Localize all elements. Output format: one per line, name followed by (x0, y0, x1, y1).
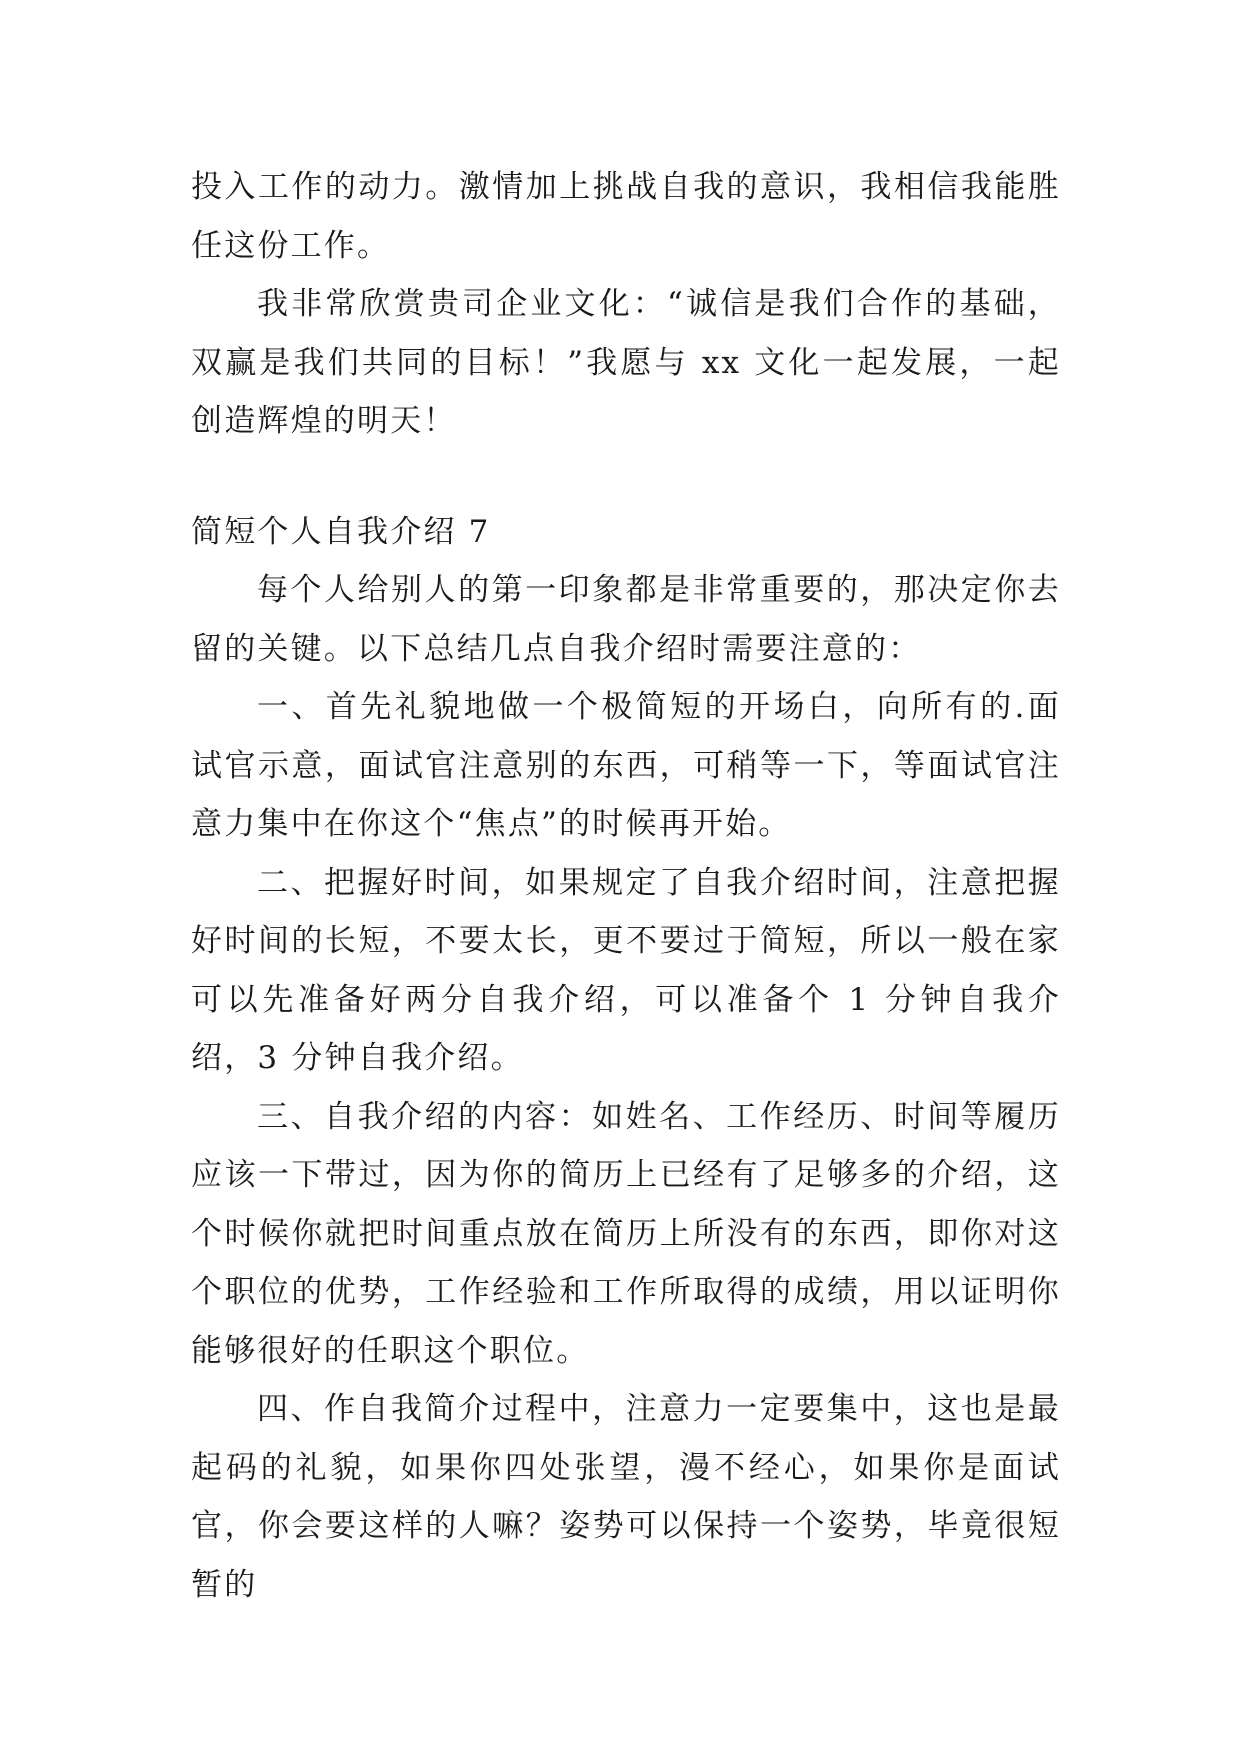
paragraph-point-three: 三、自我介绍的内容：如姓名、工作经历、时间等履历应该一下带过，因为你的简历上已经有了足够多的介绍，这个时候你就把时间重点放在简历上所没有的东西，即你对这个职位的优势，工作经验和工作所取得的成绩，用以证明你能够很好的任职这个职位。 (191, 1098, 1061, 1369)
document-body (191, 158, 1061, 1614)
section-title: 简短个人自我介绍 7 (191, 513, 491, 550)
paragraph-point-one: 一、首先礼貌地做一个极简短的开场白，向所有的.面试官示意，面试官注意别的东西，可稍等一下，等面试官注意力集中在你这个“焦点”的时候再开始。 (191, 689, 1061, 842)
paragraph-first-impression: 每个人给别人的第一印象都是非常重要的，那决定你去留的关键。以下总结几点自我介绍时需要注意的： (191, 572, 1061, 667)
paragraph-continuation: 投入工作的动力。激情加上挑战自我的意识，我相信我能胜任这份工作。 (191, 169, 1061, 264)
paragraph-point-four: 四、作自我简介过程中，注意力一定要集中，这也是最起码的礼貌，如果你四处张望，漫不经心，如果你是面试官，你会要这样的人嘛？姿势可以保持一个姿势，毕竟很短暂的 (191, 1391, 1061, 1603)
paragraph-company-culture: 我非常欣赏贵司企业文化：“诚信是我们合作的基础，双赢是我们共同的目标！”我愿与 xx 文化一起发展，一起创造辉煌的明天！ (191, 286, 1061, 439)
paragraph-point-two: 二、把握好时间，如果规定了自我介绍时间，注意把握好时间的长短，不要太长，更不要过于简短，所以一般在家可以先准备好两分自我介绍，可以准备个 1 分钟自我介绍，3 分钟自我介绍。 (191, 864, 1061, 1076)
